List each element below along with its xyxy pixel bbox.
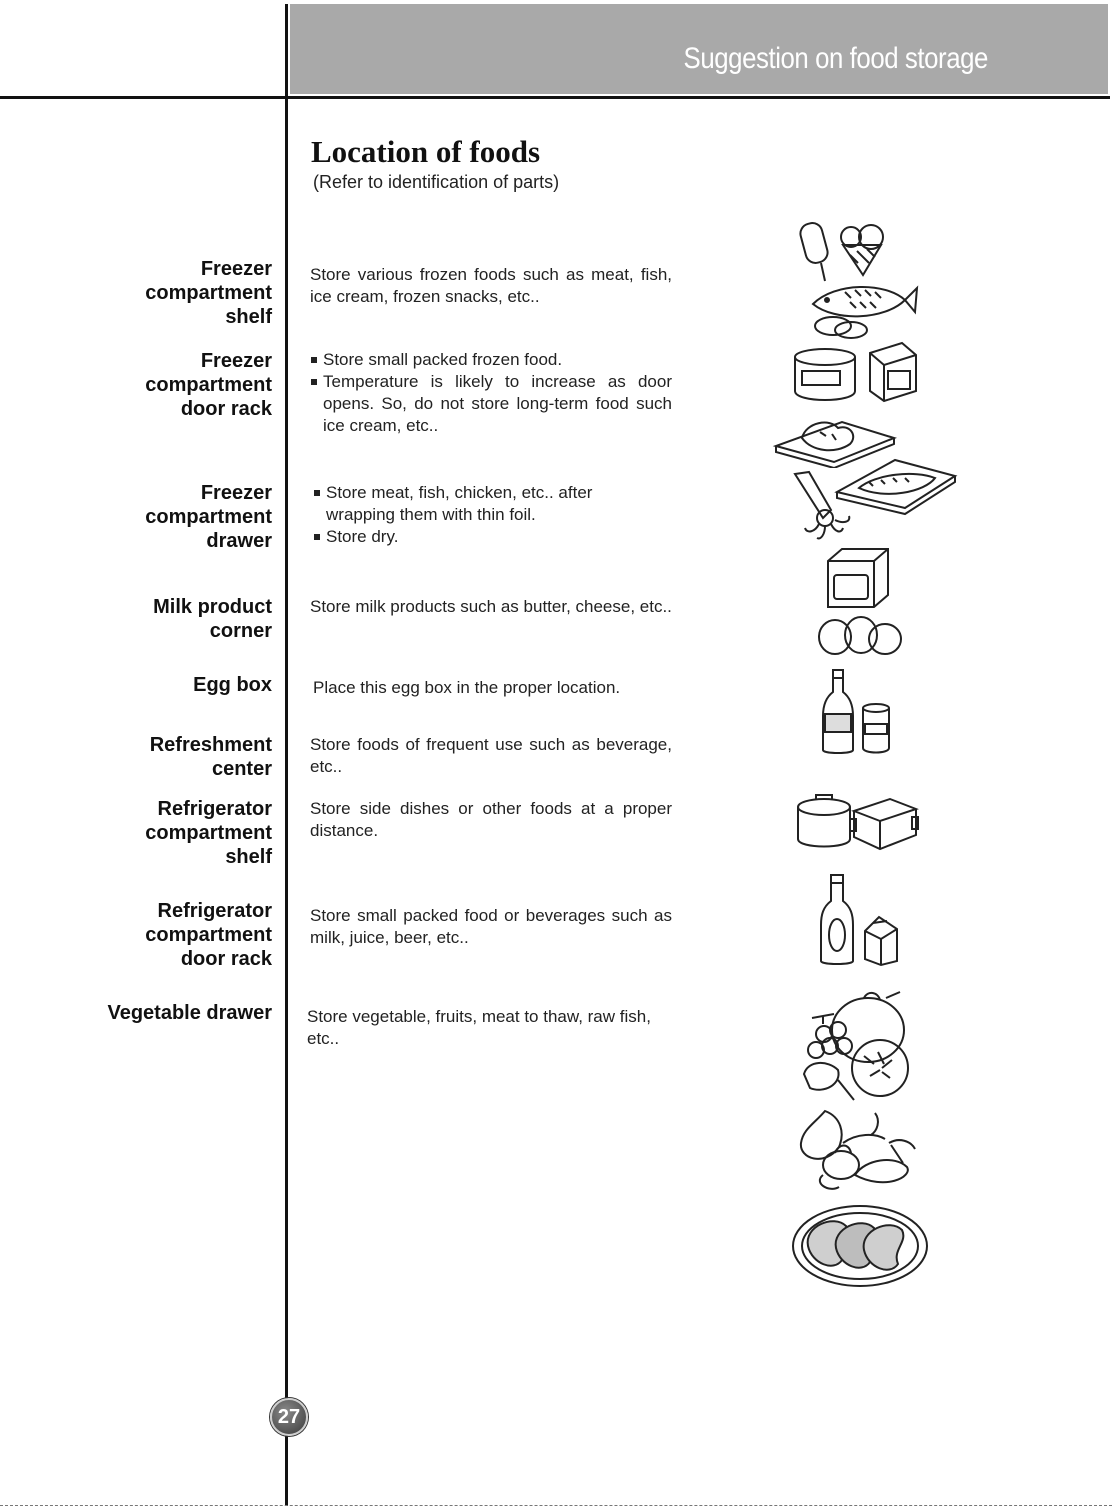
column-divider [285, 4, 288, 1506]
vegetables-icon [795, 1103, 921, 1195]
bullet-item: Store dry. [313, 526, 623, 548]
beverage-icon [815, 668, 897, 758]
section-subtitle: (Refer to identification of parts) [313, 172, 560, 192]
bottom-cut-line [0, 1505, 1112, 1506]
header-rule [0, 96, 1110, 99]
row-label: Vegetable drawer [107, 1002, 272, 1024]
meat-plate-icon [790, 1202, 930, 1292]
row-label: Freezer compartment door rack [145, 350, 272, 420]
page-number-badge: 27 [270, 1398, 308, 1436]
bottle-milk-icon [817, 873, 902, 968]
row-description: Store various frozen foods such as meat, fish, ice cream, frozen snacks, etc.. [310, 265, 672, 306]
bullet-item: Temperature is likely to increase as door opens. So, do not store long-term food such ice cream, etc.. [310, 371, 672, 437]
row-label: Refrigerator compartment shelf [145, 798, 272, 868]
food-containers-icon [794, 793, 920, 853]
row-label: Refreshment center [149, 734, 272, 780]
fish-icon [805, 278, 920, 340]
row-description: Store side dishes or other foods at a proper distance. [310, 799, 672, 840]
section-title: Location of foods [311, 134, 541, 169]
row-label: Egg box [193, 674, 272, 696]
header-bar [290, 4, 1108, 94]
row-description: Store small packed food or beverages such as milk, juice, beer, etc.. [310, 906, 672, 947]
row-label: Freezer compartment drawer [145, 482, 272, 552]
eggs-icon [815, 615, 905, 657]
frozen-packs-icon [790, 335, 925, 405]
row-description: Place this egg box in the proper location. [313, 678, 621, 697]
header-title: Suggestion on food storage [683, 42, 988, 75]
row-description [310, 349, 672, 437]
squid-fish-tray-icon [785, 452, 960, 542]
row-label: Refrigerator compartment door rack [145, 900, 272, 970]
row-description: Store milk products such as butter, cheese, etc.. [310, 597, 672, 616]
fruits-icon [798, 990, 916, 1102]
row-description: Store vegetable, fruits, meat to thaw, raw fish, etc.. [307, 1007, 651, 1048]
row-label: Freezer compartment shelf [145, 258, 272, 328]
bullet-item: Store meat, fish, chicken, etc.. after wrapping them with thin foil. [313, 482, 623, 526]
row-description: Store foods of frequent use such as beverage, etc.. [310, 735, 672, 776]
butter-icon [822, 545, 894, 611]
row-label: Milk product corner [153, 596, 272, 642]
ice-cream-icon [795, 215, 905, 285]
row-description [313, 482, 623, 548]
bullet-item: Store small packed frozen food. [310, 349, 672, 371]
